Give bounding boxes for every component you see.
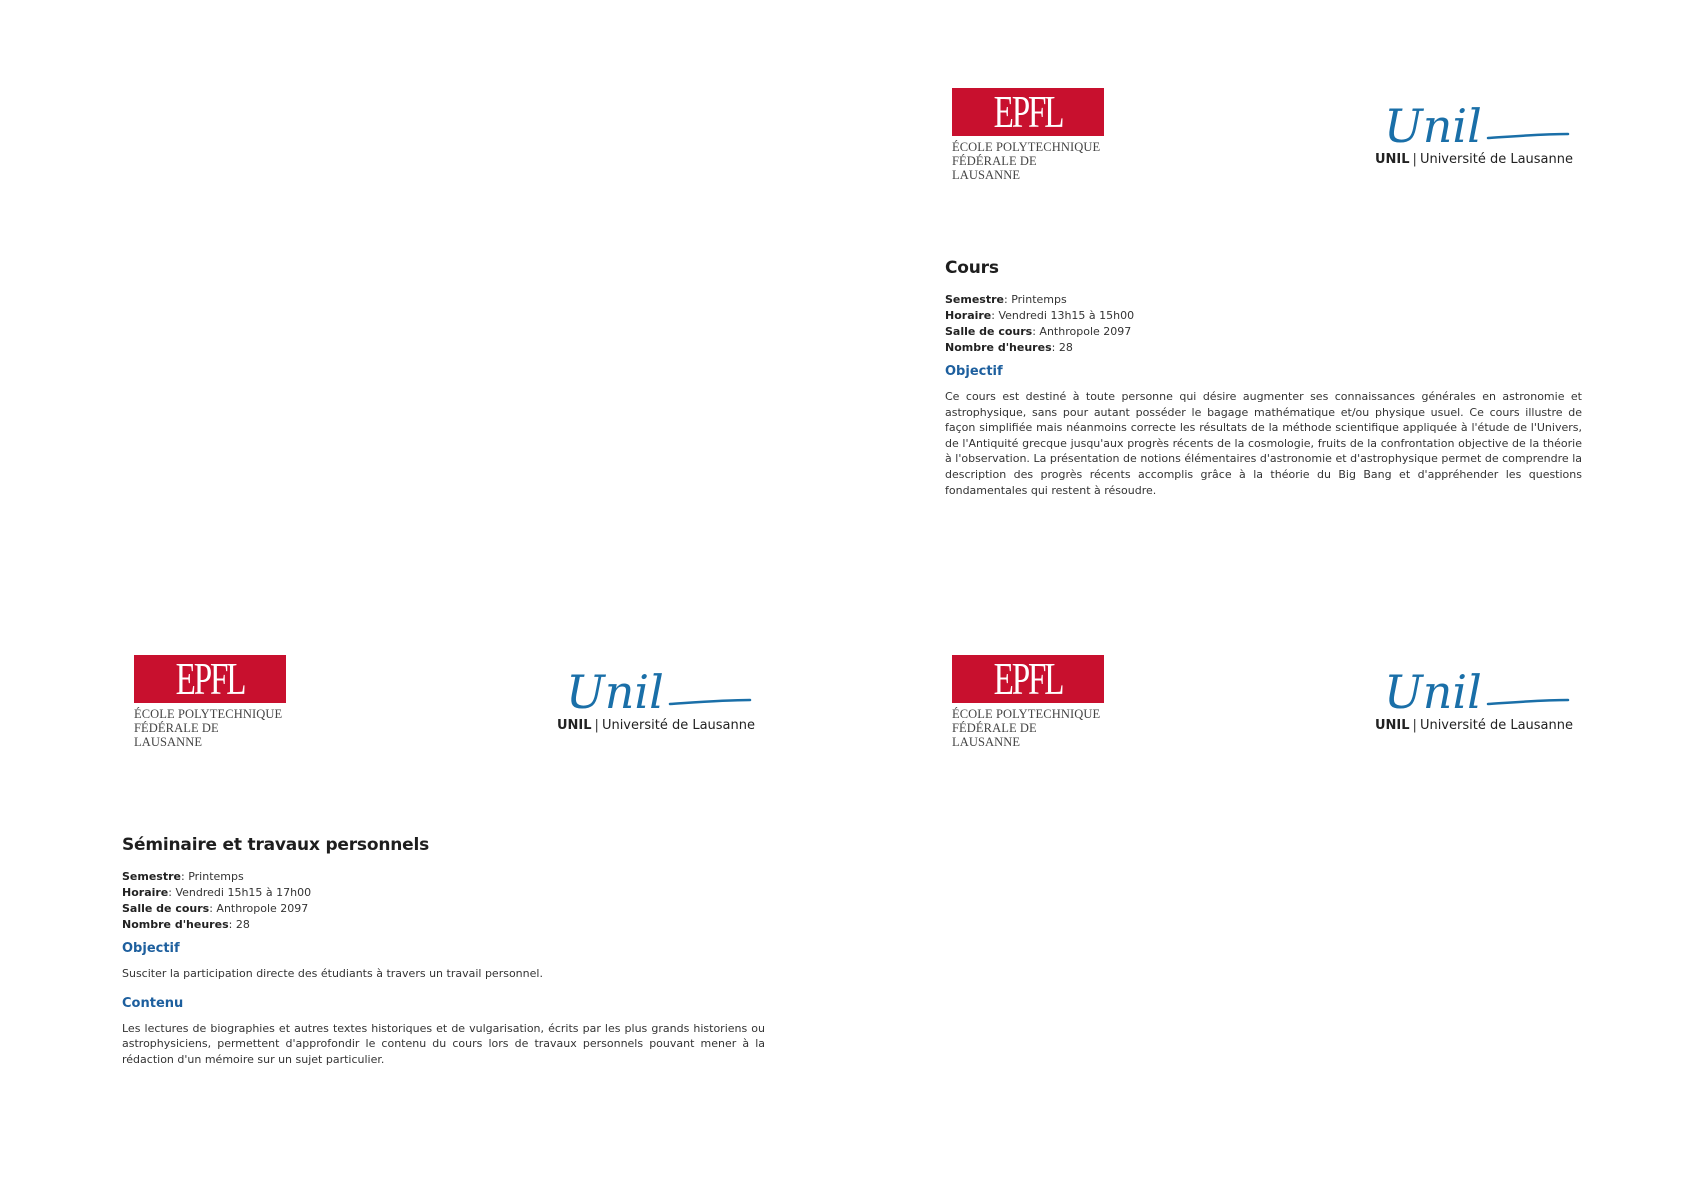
- cours-horaire-label: Horaire: [945, 309, 992, 322]
- unil-logo-bottom-right: [1368, 662, 1573, 733]
- seminaire-salle-value: : Anthropole 2097: [209, 902, 309, 915]
- cours-salle: [945, 324, 1582, 340]
- unil-caption: [1368, 152, 1573, 167]
- seminaire-section: [122, 835, 765, 1067]
- unil-caption: [550, 718, 755, 733]
- epfl-caption-line2: FÉDÉRALE DE LAUSANNE: [952, 721, 1037, 749]
- epfl-caption: [134, 707, 286, 749]
- seminaire-title: Séminaire et travaux personnels: [122, 835, 430, 855]
- epfl-caption-line1: ÉCOLE POLYTECHNIQUE: [134, 707, 283, 721]
- seminaire-heures-label: Nombre d'heures: [122, 918, 229, 931]
- cours-semestre-value: : Printemps: [1004, 293, 1067, 306]
- seminaire-semestre: [122, 869, 765, 885]
- epfl-wordmark: EPFL: [175, 655, 245, 703]
- epfl-wordmark: EPFL: [993, 655, 1063, 703]
- epfl-caption-line2: FÉDÉRALE DE LAUSANNE: [134, 721, 219, 749]
- epfl-logo-top: [952, 88, 1104, 182]
- epfl-caption-line2: FÉDÉRALE DE LAUSANNE: [952, 154, 1037, 182]
- seminaire-contenu-text: Les lectures de biographies et autres textes historiques et de vulgarisation, écrits par les plus grands historiens ou astrophysiciens, permettent d'approfondir le contenu du cours lors de travaux personnels pouvant mener à la rédaction d'un mémoire sur un sujet particulier.: [122, 1021, 765, 1066]
- cours-objectif-text: Ce cours est destiné à toute personne qui désire augmenter ses connaissances générales en astronomie et astrophysique, sans pour autant posséder le bagage mathématique et/ou physique usuel. Ce cours illustre de façon simplifiée mais néanmoins correcte les résultats de la méthode scientifique appliquée à l'étude de l'Univers, de l'Antiquité grecque jusqu'aux progrès récents de la cosmologie, fruits de la confrontation objective de la théorie à l'observation. La présentation de notions élémentaires d'astronomie et d'astrophysique permet de comprendre la description des progrès récents accomplis grâce à la théorie du Big Bang et d'appréhender les questions fondamentales qui restent à résoudre.: [945, 390, 1582, 497]
- seminaire-horaire-value: : Vendredi 15h15 à 17h00: [168, 886, 312, 899]
- cours-horaire: [945, 308, 1582, 324]
- unil-separator: |: [1412, 152, 1417, 167]
- cours-section: [945, 258, 1582, 498]
- cours-heures-value: : 28: [1051, 341, 1073, 354]
- seminaire-semestre-value: : Printemps: [181, 870, 244, 883]
- unil-separator: |: [1412, 718, 1417, 733]
- cours-semestre: [945, 292, 1582, 308]
- cours-salle-value: : Anthropole 2097: [1032, 325, 1132, 338]
- svg-text:Unil: Unil: [1384, 665, 1482, 716]
- epfl-wordmark: EPFL: [993, 88, 1063, 136]
- epfl-wordmark-block: [134, 655, 286, 703]
- epfl-caption: [952, 140, 1104, 182]
- unil-subtitle: Université de Lausanne: [1419, 718, 1573, 733]
- epfl-wordmark-block: [952, 88, 1104, 136]
- seminaire-semestre-label: Semestre: [122, 870, 181, 883]
- seminaire-horaire-label: Horaire: [122, 886, 169, 899]
- seminaire-objectif-text: Susciter la participation directe des étudiants à travers un travail personnel.: [122, 967, 543, 980]
- cours-heures: [945, 340, 1582, 356]
- epfl-logo-bottom-right: [952, 655, 1104, 749]
- svg-text:Unil: Unil: [1384, 99, 1482, 150]
- cours-objectif-title: Objectif: [945, 364, 1003, 379]
- unil-name: UNIL: [556, 718, 592, 733]
- cours-title: Cours: [945, 258, 999, 278]
- seminaire-salle: [122, 901, 765, 917]
- epfl-logo-bottom-left: [134, 655, 286, 749]
- unil-script-icon: [1368, 96, 1573, 150]
- seminaire-objectif-title: Objectif: [122, 941, 180, 956]
- epfl-caption-line1: ÉCOLE POLYTECHNIQUE: [952, 140, 1101, 154]
- seminaire-salle-label: Salle de cours: [122, 902, 210, 915]
- unil-separator: |: [594, 718, 599, 733]
- svg-text:Unil: Unil: [566, 665, 664, 716]
- unil-script-icon: [550, 662, 755, 716]
- unil-caption: [1368, 718, 1573, 733]
- unil-logo-bottom-left: [550, 662, 755, 733]
- cours-salle-label: Salle de cours: [945, 325, 1033, 338]
- cours-heures-label: Nombre d'heures: [945, 341, 1052, 354]
- unil-script-icon: [1368, 662, 1573, 716]
- unil-name: UNIL: [1374, 718, 1410, 733]
- unil-name: UNIL: [1374, 152, 1410, 167]
- epfl-wordmark-block: [952, 655, 1104, 703]
- unil-subtitle: Université de Lausanne: [601, 718, 755, 733]
- seminaire-horaire: [122, 885, 765, 901]
- cours-semestre-label: Semestre: [945, 293, 1004, 306]
- seminaire-heures-value: : 28: [228, 918, 250, 931]
- unil-subtitle: Université de Lausanne: [1419, 152, 1573, 167]
- cours-horaire-value: : Vendredi 13h15 à 15h00: [991, 309, 1135, 322]
- seminaire-heures: [122, 917, 765, 933]
- unil-logo-top: [1368, 96, 1573, 167]
- epfl-caption: [952, 707, 1104, 749]
- seminaire-contenu-title: Contenu: [122, 995, 184, 1011]
- epfl-caption-line1: ÉCOLE POLYTECHNIQUE: [952, 707, 1101, 721]
